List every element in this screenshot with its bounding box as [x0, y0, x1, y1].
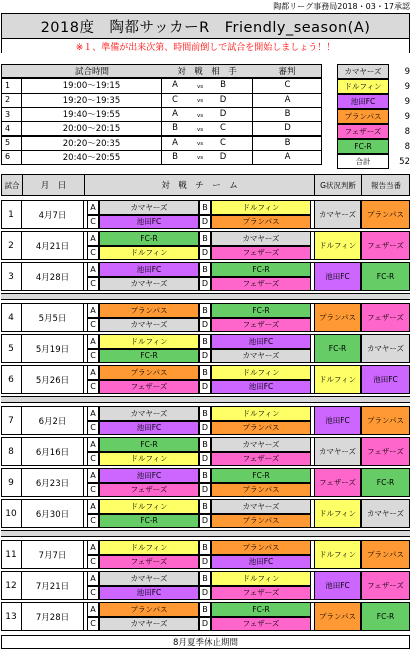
group-divider [1, 293, 410, 300]
report-header: 報告当番 [371, 180, 401, 190]
slot-time: 19:00～19:15 [22, 78, 162, 92]
team-cell: フェザーズ [99, 380, 199, 395]
match-no: 5 [1, 334, 22, 363]
summary-count: 9 [404, 81, 410, 92]
team-cell: フェザーズ [99, 483, 199, 498]
team-cell: プランパス [211, 421, 311, 436]
slot-team-b: D [219, 94, 227, 105]
team-cell: プランパス [211, 514, 311, 529]
slot-letter: C [87, 277, 99, 292]
slot-time: 19:40～19:55 [22, 107, 162, 121]
team-cell: カマヤーズ [211, 231, 311, 246]
slot-letter: B [199, 437, 211, 452]
slot-letter: D [199, 349, 211, 364]
slot-letter: C [87, 349, 99, 364]
slot-letter: C [87, 586, 99, 601]
g-status-cell: ドルフィン [314, 365, 361, 394]
slot-team-b: C [220, 137, 226, 148]
slot-letter: B [199, 262, 211, 277]
summary-count: 9 [404, 111, 410, 122]
schedule-header [1, 174, 410, 196]
slot-letter: C [87, 483, 99, 498]
g-status-cell: プランパス [314, 303, 361, 332]
slot-letter: C [87, 380, 99, 395]
match-date: 5月19日 [22, 334, 84, 363]
team-cell: ドルフィン [99, 334, 199, 349]
team-cell: カマヤーズ [211, 499, 311, 514]
report-cell: FC-R [361, 468, 410, 497]
slot-letter: D [199, 277, 211, 292]
match-date: 5月26日 [22, 365, 84, 394]
slot-letter: D [199, 617, 211, 632]
slot-letter: C [87, 421, 99, 436]
summary-team: FC-R [337, 139, 389, 154]
team-cell: FC-R [99, 437, 199, 452]
team-cell: ドルフィン [211, 200, 311, 215]
slot-no: 4 [1, 121, 22, 135]
team-cell: 池田FC [99, 215, 199, 230]
summer-break-label: 8月夏季休止期間 [1, 635, 410, 649]
slot-team-b: C [220, 123, 226, 134]
slot-time: 20:00～20:15 [22, 121, 162, 135]
slot-letter: A [87, 602, 99, 617]
team-cell: フェザーズ [211, 318, 311, 333]
slot-team-a: A [172, 80, 178, 91]
referee-header: 審判 [278, 67, 296, 78]
team-cell: ドルフィン [99, 499, 199, 514]
slot-letter: D [199, 555, 211, 570]
g-status-cell: 池田FC [314, 571, 361, 600]
slot-no: 2 [1, 93, 22, 107]
slot-letter: B [199, 231, 211, 246]
team-cell: ドルフィン [211, 365, 311, 380]
team-cell: ドルフィン [99, 452, 199, 467]
slot-no: 3 [1, 107, 22, 121]
slot-no: 1 [1, 78, 22, 92]
team-cell: フェザーズ [99, 555, 199, 570]
match-no: 6 [1, 365, 22, 394]
slot-letter: B [199, 602, 211, 617]
team-cell: FC-R [211, 602, 311, 617]
summary-team: 合計 [337, 154, 389, 169]
team-cell: カマヤーズ [99, 406, 199, 421]
team-cell: カマヤーズ [211, 437, 311, 452]
team-cell: フェザーズ [211, 617, 311, 632]
slot-team-a: B [172, 151, 178, 162]
slot-letter: B [199, 406, 211, 421]
slot-letter: A [87, 303, 99, 318]
slot-letter: B [199, 303, 211, 318]
teams-header: 対 戦 チ ー ム [85, 175, 315, 195]
summary-team: プランパス [337, 109, 389, 124]
slot-no: 6 [1, 150, 22, 164]
slot-letter: B [199, 200, 211, 215]
team-cell: プランパス [99, 365, 199, 380]
slot-referee: C [252, 78, 322, 92]
team-cell: 池田FC [211, 334, 311, 349]
team-cell: カマヤーズ [99, 318, 199, 333]
matchup-header: 対 戦 相 手 [177, 67, 237, 78]
g-status-cell: カマヤーズ [314, 437, 361, 466]
slot-letter: A [87, 334, 99, 349]
slot-letter: B [199, 540, 211, 555]
report-cell: 池田FC [361, 365, 410, 394]
g-status-header: G状況判断 [315, 175, 362, 195]
slot-vs: vs [196, 98, 204, 105]
slot-letter: D [199, 586, 211, 601]
team-cell: 池田FC [99, 262, 199, 277]
match-no: 1 [1, 200, 22, 229]
report-cell: プランパス [361, 200, 410, 229]
report-cell: フェザーズ [361, 303, 410, 332]
team-cell: 池田FC [99, 421, 199, 436]
slot-team-a: A [172, 109, 178, 120]
slot-letter: C [87, 318, 99, 333]
summary-count: 8 [404, 141, 410, 152]
team-cell: プランパス [211, 540, 311, 555]
slot-letter: D [199, 452, 211, 467]
team-cell: フェザーズ [211, 277, 311, 292]
team-cell: カマヤーズ [99, 277, 199, 292]
team-cell: フェザーズ [211, 246, 311, 261]
team-cell: プランパス [211, 215, 311, 230]
group-divider [1, 396, 410, 403]
slot-time: 20:40～20:55 [22, 150, 162, 164]
report-cell: カマヤーズ [361, 334, 410, 363]
team-cell: カマヤーズ [99, 200, 199, 215]
match-date: 6月23日 [22, 468, 84, 497]
g-status-cell: ドルフィン [314, 499, 361, 528]
title-bar [1, 13, 410, 39]
match-no: 3 [1, 262, 22, 291]
team-cell: カマヤーズ [99, 617, 199, 632]
match-no: 2 [1, 231, 22, 260]
match-no: 12 [1, 571, 22, 600]
team-cell: カマヤーズ [211, 349, 311, 364]
match-no: 7 [1, 406, 22, 435]
team-cell: FC-R [99, 231, 199, 246]
match-no: 4 [1, 303, 22, 332]
g-status-cell: プランパス [314, 602, 361, 631]
slot-referee: B [252, 107, 322, 121]
match-date: 6月30日 [22, 499, 84, 528]
team-cell: プランパス [99, 303, 199, 318]
slot-letter: A [87, 231, 99, 246]
slot-vs: vs [196, 112, 204, 119]
team-cell: ドルフィン [99, 540, 199, 555]
match-no: 13 [1, 602, 22, 631]
summary-count: 9 [404, 66, 410, 77]
summary-team: 池田FC [337, 94, 389, 109]
group-divider [1, 530, 410, 537]
slot-team-b: D [219, 151, 227, 162]
summary-count: 8 [404, 126, 410, 137]
slot-vs: vs [196, 155, 204, 162]
slot-letter: D [199, 215, 211, 230]
match-date: 4月21日 [22, 231, 84, 260]
slot-letter: D [199, 246, 211, 261]
match-date: 5月5日 [22, 303, 84, 332]
report-cell: プランパス [361, 540, 410, 569]
slot-referee: B [252, 136, 322, 150]
slot-letter: A [87, 365, 99, 380]
slot-letter: D [199, 421, 211, 436]
slot-letter: D [199, 380, 211, 395]
report-cell: FC-R [361, 262, 410, 291]
slot-team-b: D [219, 109, 227, 120]
report-cell: フェザーズ [361, 437, 410, 466]
team-cell: FC-R [211, 303, 311, 318]
slot-letter: A [87, 540, 99, 555]
team-summary-table [337, 64, 410, 170]
slot-time: 19:20～19:35 [22, 93, 162, 107]
team-cell: 池田FC [99, 586, 199, 601]
g-status-cell: フェザーズ [314, 468, 361, 497]
slot-team-b: B [220, 80, 226, 91]
slot-letter: C [87, 617, 99, 632]
time-slot-table [1, 64, 322, 170]
match-no: 8 [1, 437, 22, 466]
slot-letter: D [199, 483, 211, 498]
slot-letter: B [199, 334, 211, 349]
page-title: 2018度 陶都サッカーR Friendly_season(A) [40, 19, 371, 36]
slot-team-a: B [172, 123, 178, 134]
g-status-cell: カマヤーズ [314, 200, 361, 229]
g-status-cell: 池田FC [314, 262, 361, 291]
summary-team: フェザーズ [337, 124, 389, 139]
team-cell: プランパス [99, 602, 199, 617]
slot-letter: C [87, 452, 99, 467]
slot-letter: B [199, 499, 211, 514]
slot-letter: B [199, 365, 211, 380]
summary-count: 9 [404, 96, 410, 107]
match-date: 4月7日 [22, 200, 84, 229]
report-cell: FC-R [361, 602, 410, 631]
slot-referee: D [252, 121, 322, 135]
match-date: 4月28日 [22, 262, 84, 291]
slot-time-header: 試合時間 [74, 67, 109, 78]
report-cell: プランパス [361, 406, 410, 435]
team-cell: ドルフィン [211, 571, 311, 586]
match-date: 7月7日 [22, 540, 84, 569]
slot-vs: vs [196, 141, 204, 148]
issuer-text: 陶都リーグ事務局2018・03・17承認 [273, 2, 410, 11]
summary-count: 52 [399, 156, 410, 167]
slot-letter: A [87, 200, 99, 215]
team-cell: FC-R [99, 514, 199, 529]
slot-letter: A [87, 571, 99, 586]
match-no: 11 [1, 540, 22, 569]
date-header: 月 日 [23, 175, 85, 195]
notice-text: ※１、準備が出来次第、時間前倒しで試合を開始しましょう！！ [1, 39, 410, 53]
match-date: 6月2日 [22, 406, 84, 435]
slot-letter: B [199, 468, 211, 483]
slot-vs: vs [196, 126, 204, 133]
g-status-cell: ドルフィン [314, 540, 361, 569]
team-cell: ドルフィン [99, 246, 199, 261]
team-cell: フェザーズ [211, 452, 311, 467]
team-cell: カマヤーズ [99, 571, 199, 586]
team-cell: フェザーズ [211, 586, 311, 601]
team-cell: ドルフィン [211, 406, 311, 421]
slot-team-a: A [172, 137, 178, 148]
report-cell: フェザーズ [361, 571, 410, 600]
no-header: 試合 [2, 175, 23, 195]
slot-letter: C [87, 555, 99, 570]
slot-letter: A [87, 437, 99, 452]
match-date: 7月21日 [22, 571, 84, 600]
team-cell: FC-R [211, 468, 311, 483]
slot-letter: C [87, 514, 99, 529]
g-status-cell: FC-R [314, 334, 361, 363]
slot-letter: A [87, 262, 99, 277]
slot-letter: B [199, 571, 211, 586]
slot-no: 5 [1, 136, 22, 150]
slot-referee: A [252, 150, 322, 164]
summary-team: カマヤーズ [337, 64, 389, 79]
report-cell: カマヤーズ [361, 499, 410, 528]
slot-letter: A [87, 406, 99, 421]
match-date: 7月28日 [22, 602, 84, 631]
slot-time: 20:20～20:35 [22, 136, 162, 150]
slot-letter: A [87, 499, 99, 514]
g-status-cell: 池田FC [314, 406, 361, 435]
g-status-cell: ドルフィン [314, 231, 361, 260]
report-cell: フェザーズ [361, 231, 410, 260]
match-no: 9 [1, 468, 22, 497]
slot-vs: vs [196, 83, 204, 90]
slot-team-a: C [172, 94, 178, 105]
team-cell: FC-R [99, 349, 199, 364]
slot-letter: D [199, 514, 211, 529]
team-cell: FC-R [211, 262, 311, 277]
team-cell: 池田FC [211, 555, 311, 570]
team-cell: プランパス [211, 483, 311, 498]
slot-letter: A [87, 468, 99, 483]
slot-letter: C [87, 246, 99, 261]
slot-referee: A [252, 93, 322, 107]
summary-team: ドルフィン [337, 79, 389, 94]
team-cell: 池田FC [211, 380, 311, 395]
slot-letter: C [87, 215, 99, 230]
slot-letter: D [199, 318, 211, 333]
team-cell: 池田FC [99, 468, 199, 483]
match-date: 6月16日 [22, 437, 84, 466]
match-no: 10 [1, 499, 22, 528]
